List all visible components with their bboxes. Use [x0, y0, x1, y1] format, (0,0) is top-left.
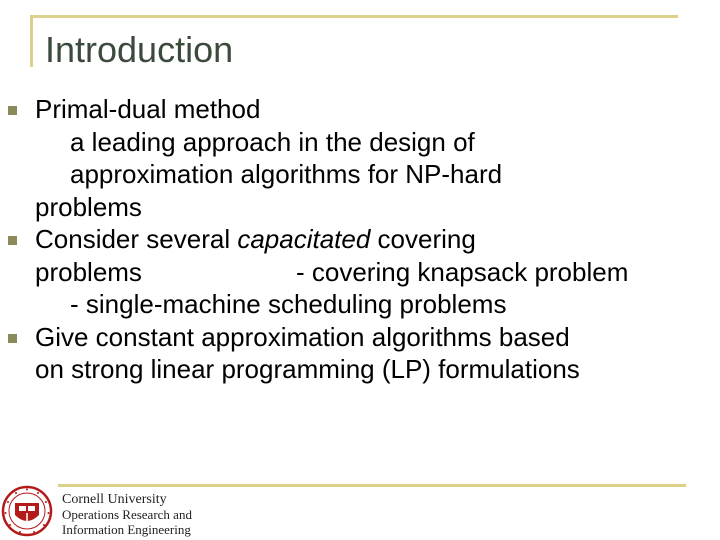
bullet-item-capacitated — [0, 223, 720, 321]
bullet-line: on strong linear programming (LP) formulations — [35, 354, 580, 384]
footer-logo-text — [62, 492, 192, 537]
institution-name: Cornell University — [62, 492, 167, 507]
department-line-2: Information Engineering — [62, 522, 191, 537]
bullet-list — [0, 93, 720, 386]
cornell-seal-icon — [1, 485, 53, 537]
frame-bottom-rule — [58, 484, 686, 487]
bullet-square-icon — [8, 106, 17, 115]
bullet-square-icon — [8, 334, 17, 343]
inline-right-text: - covering knapsack problem — [296, 256, 629, 287]
bullet-square-icon — [8, 236, 17, 245]
bullet-item-approximation — [0, 321, 720, 386]
department-line-1: Operations Research and — [62, 507, 192, 522]
bullet-line: Consider several capacitated covering — [35, 224, 476, 254]
bullet-line: - single-machine scheduling problems — [70, 289, 507, 319]
bullet-line: Give constant approximation algorithms based — [35, 321, 570, 352]
slide-title: Introduction — [45, 29, 234, 70]
frame-left-rule — [30, 15, 33, 67]
bullet-line: Primal-dual method — [35, 94, 261, 124]
bullet-line: a leading approach in the design of — [70, 126, 475, 157]
bullet-line: problems — [35, 191, 142, 222]
bullet-line: approximation algorithms for NP-hard — [70, 159, 503, 189]
frame-top-rule — [30, 15, 678, 18]
bullet-item-primal-dual — [0, 93, 720, 223]
bullet-line: problems - covering knapsack problem — [35, 256, 629, 287]
